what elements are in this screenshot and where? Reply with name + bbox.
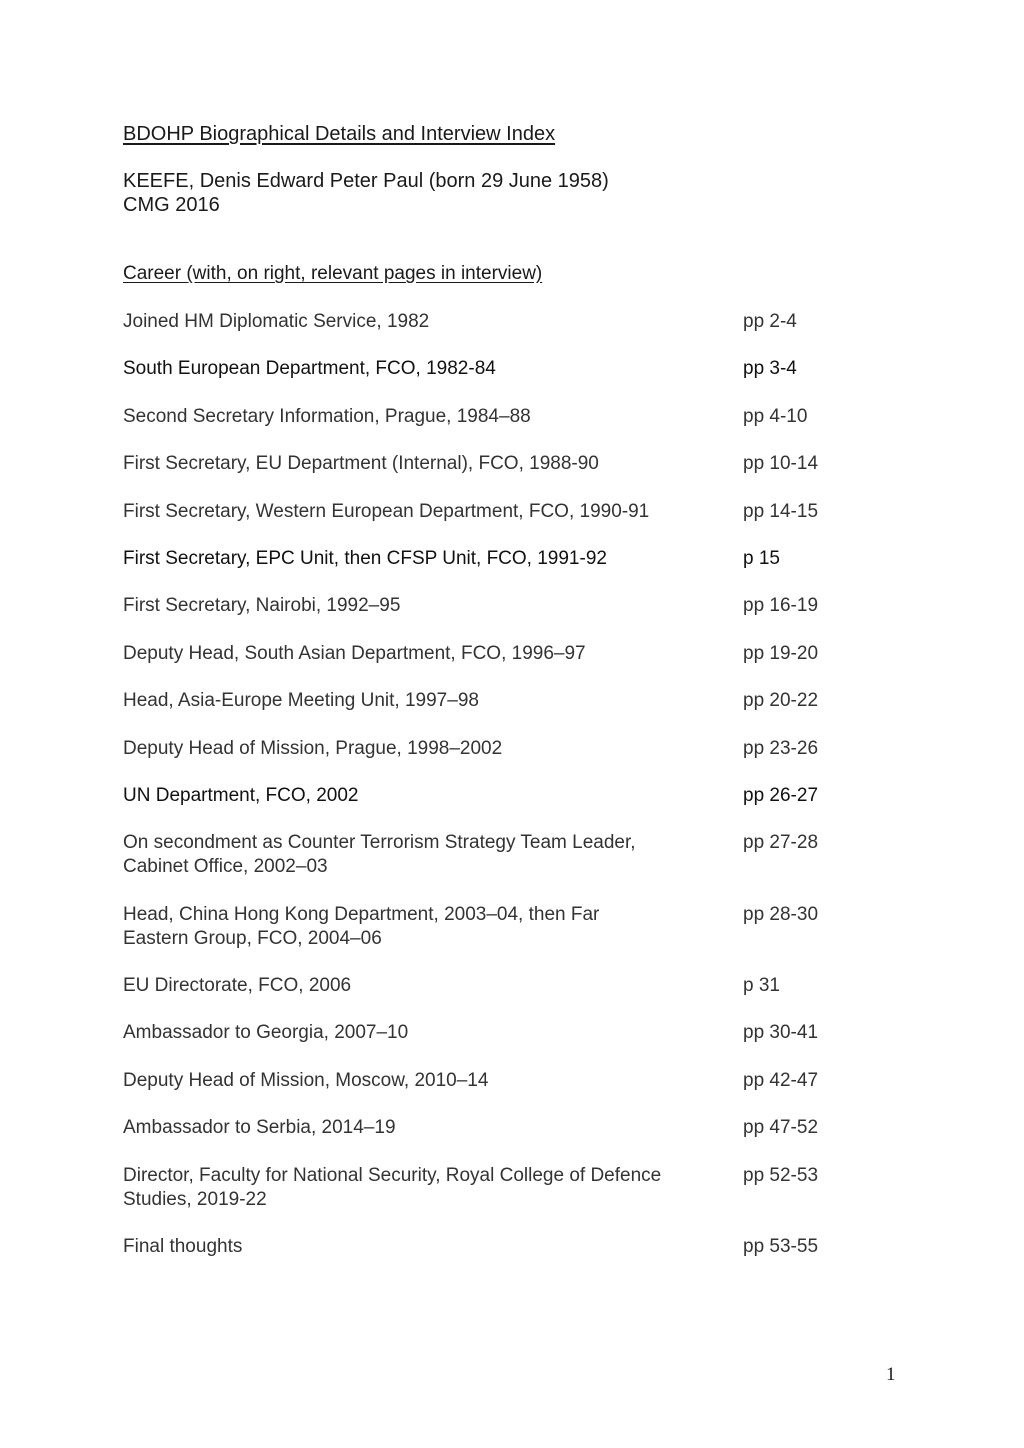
career-role: Deputy Head of Mission, Moscow, 2010–14 bbox=[123, 1069, 489, 1091]
career-pages: pp 2-4 bbox=[743, 311, 797, 332]
career-pages: pp 26-27 bbox=[743, 784, 819, 806]
career-role: Deputy Head of Mission, Prague, 1998–2002 bbox=[123, 737, 503, 759]
document-title: BDOHP Biographical Details and Interview Index bbox=[123, 123, 556, 145]
career-role: Deputy Head, South Asian Department, FCO, 1996–97 bbox=[123, 642, 586, 664]
career-row bbox=[123, 1116, 903, 1140]
career-row bbox=[123, 1021, 903, 1045]
career-pages: p 31 bbox=[743, 975, 780, 997]
career-row bbox=[123, 1069, 903, 1093]
career-role: Director, Faculty for National Security, Royal College of Defence Studies, 2019-22 bbox=[123, 1164, 662, 1210]
career-row bbox=[123, 405, 903, 429]
career-row bbox=[123, 310, 903, 334]
career-row bbox=[123, 357, 903, 381]
career-pages: pp 42-47 bbox=[743, 1069, 819, 1091]
career-role: First Secretary, Western European Department, FCO, 1990-91 bbox=[123, 500, 650, 522]
career-role: First Secretary, Nairobi, 1992–95 bbox=[123, 595, 401, 617]
person-honours: CMG 2016 bbox=[123, 194, 220, 216]
page-number: 1 bbox=[886, 1364, 896, 1385]
career-pages: pp 4-10 bbox=[743, 405, 808, 427]
career-row bbox=[123, 594, 903, 618]
career-role: First Secretary, EPC Unit, then CFSP Unit, FCO, 1991-92 bbox=[123, 547, 607, 569]
career-pages: pp 27-28 bbox=[743, 832, 819, 854]
career-pages: pp 28-30 bbox=[743, 903, 819, 925]
career-role: Head, China Hong Kong Department, 2003–04, then Far Eastern Group, FCO, 2004–06 bbox=[123, 903, 600, 949]
career-role: Ambassador to Serbia, 2014–19 bbox=[123, 1117, 396, 1139]
person-details bbox=[123, 169, 609, 217]
career-role: EU Directorate, FCO, 2006 bbox=[123, 975, 352, 997]
career-role: Final thoughts bbox=[123, 1236, 243, 1258]
career-row bbox=[123, 689, 903, 713]
career-list bbox=[123, 310, 903, 1282]
career-row bbox=[123, 452, 903, 476]
career-pages: pp 10-14 bbox=[743, 453, 819, 475]
career-role: Joined HM Diplomatic Service, 1982 bbox=[123, 311, 430, 332]
career-pages: pp 23-26 bbox=[743, 737, 819, 759]
career-row bbox=[123, 547, 903, 571]
career-role: South European Department, FCO, 1982-84 bbox=[123, 358, 496, 380]
career-row bbox=[123, 1164, 903, 1212]
career-pages: pp 19-20 bbox=[743, 642, 819, 664]
career-role: Head, Asia-Europe Meeting Unit, 1997–98 bbox=[123, 690, 479, 712]
career-pages: pp 47-52 bbox=[743, 1117, 819, 1139]
career-pages: pp 53-55 bbox=[743, 1236, 819, 1258]
career-pages: pp 20-22 bbox=[743, 690, 819, 712]
career-row bbox=[123, 500, 903, 524]
career-role: Ambassador to Georgia, 2007–10 bbox=[123, 1022, 409, 1044]
career-role: On secondment as Counter Terrorism Strategy Team Leader, Cabinet Office, 2002–03 bbox=[123, 832, 636, 878]
career-row bbox=[123, 642, 903, 666]
career-role: UN Department, FCO, 2002 bbox=[123, 784, 359, 806]
career-role: Second Secretary Information, Prague, 1984–88 bbox=[123, 405, 531, 427]
career-pages: pp 3-4 bbox=[743, 358, 797, 380]
career-pages: pp 16-19 bbox=[743, 595, 819, 617]
career-row bbox=[123, 784, 903, 808]
career-pages: pp 30-41 bbox=[743, 1022, 819, 1044]
career-pages: p 15 bbox=[743, 547, 780, 569]
career-row bbox=[123, 1235, 903, 1259]
person-name: KEEFE, Denis Edward Peter Paul (born 29 June 1958) bbox=[123, 170, 609, 192]
career-row bbox=[123, 974, 903, 998]
career-row bbox=[123, 831, 903, 879]
career-pages: pp 14-15 bbox=[743, 500, 819, 522]
career-pages: pp 52-53 bbox=[743, 1164, 819, 1186]
career-row bbox=[123, 737, 903, 761]
career-heading: Career (with, on right, relevant pages in interview) bbox=[123, 263, 543, 284]
career-row bbox=[123, 903, 903, 951]
career-role: First Secretary, EU Department (Internal), FCO, 1988-90 bbox=[123, 453, 599, 475]
